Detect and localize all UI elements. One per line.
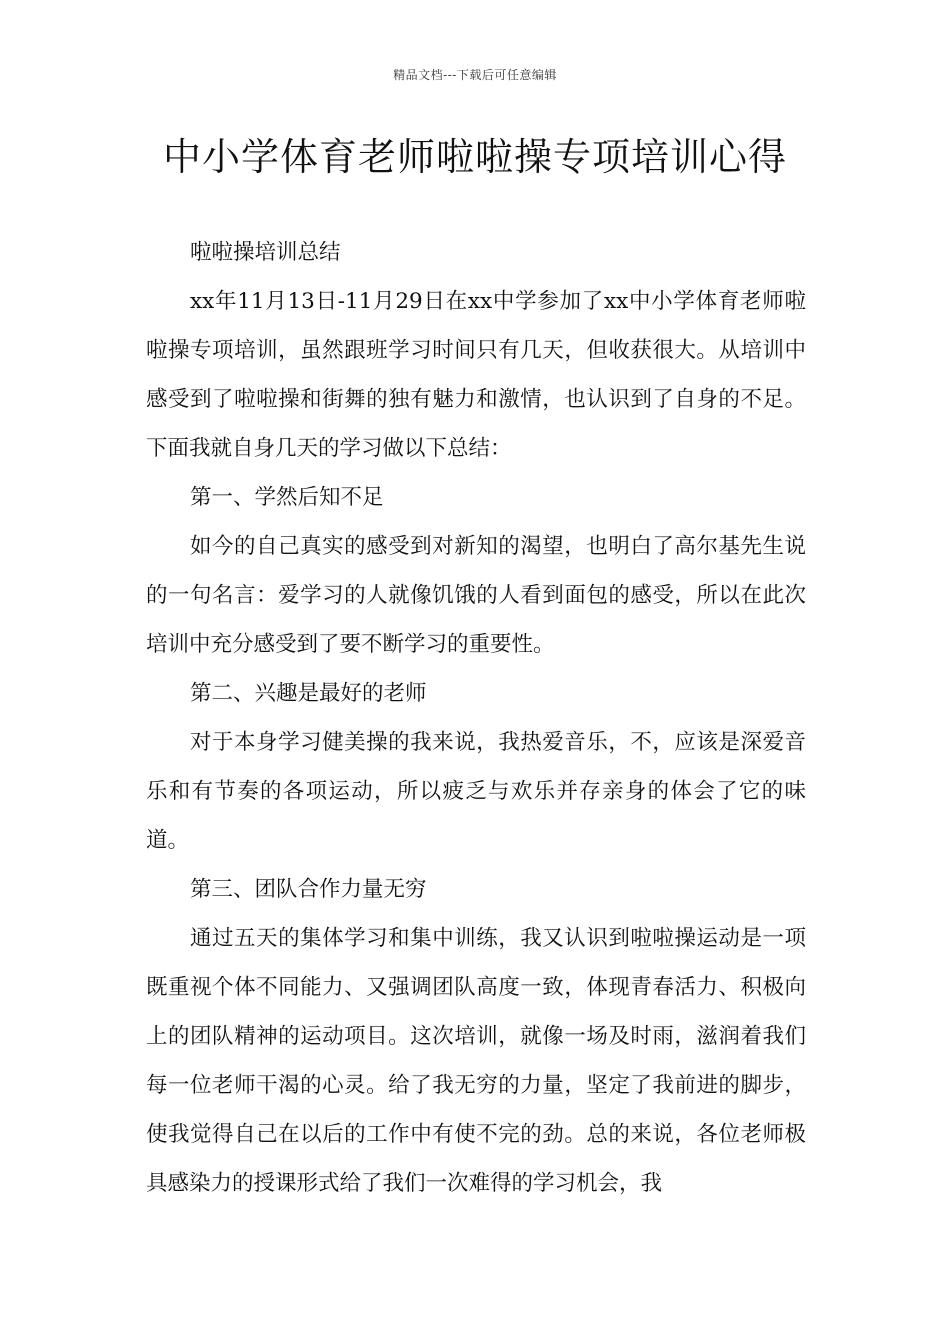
subtitle-paragraph: 啦啦操培训总结: [190, 240, 341, 265]
header-note: 精品文档---下载后可任意编辑: [393, 68, 557, 82]
intro-paragraph: xx年11月13日-11月29日在xx中学参加了xx中小学体育老师啦啦操专项培训，虽然跟班学习时间只有几天，但收获很大。从培训中感受到了啦啦操和街舞的独有魅力和激情，也认识到了自身的不足。下面我就自身几天的学习做以下总结：: [146, 289, 806, 461]
section-paragraph-3: 通过五天的集体学习和集中训练，我又认识到啦啦操运动是一项既重视个体不同能力、又强调团队高度一致，体现青春活力、积极向上的团队精神的运动项目。这次培训，就像一场及时雨，滋润着我们每一位老师干渴的心灵。给了我无穷的力量，坚定了我前进的脚步，使我觉得自己在以后的工作中有使不完的劲。总的来说，各位老师极具感染力的授课形式给了我们一次难得的学习机会，我: [146, 926, 806, 1196]
document-body: [146, 228, 806, 1208]
document-title: 中小学体育老师啦啦操专项培训心得: [162, 135, 787, 179]
section-paragraph-2: 对于本身学习健美操的我来说，我热爱音乐，不，应该是深爱音乐和有节奏的各项运动，所以疲乏与欢乐并存亲身的体会了它的味道。: [146, 730, 806, 853]
section-heading-2: 第二、兴趣是最好的老师: [190, 681, 427, 706]
section-heading-1: 第一、学然后知不足: [190, 485, 384, 510]
section-paragraph-1: 如今的自己真实的感受到对新知的渴望，也明白了高尔基先生说的一句名言：爱学习的人就像饥饿的人看到面包的感受，所以在此次培训中充分感受到了要不断学习的重要性。: [146, 534, 806, 657]
section-heading-3: 第三、团队合作力量无穷: [190, 877, 427, 902]
